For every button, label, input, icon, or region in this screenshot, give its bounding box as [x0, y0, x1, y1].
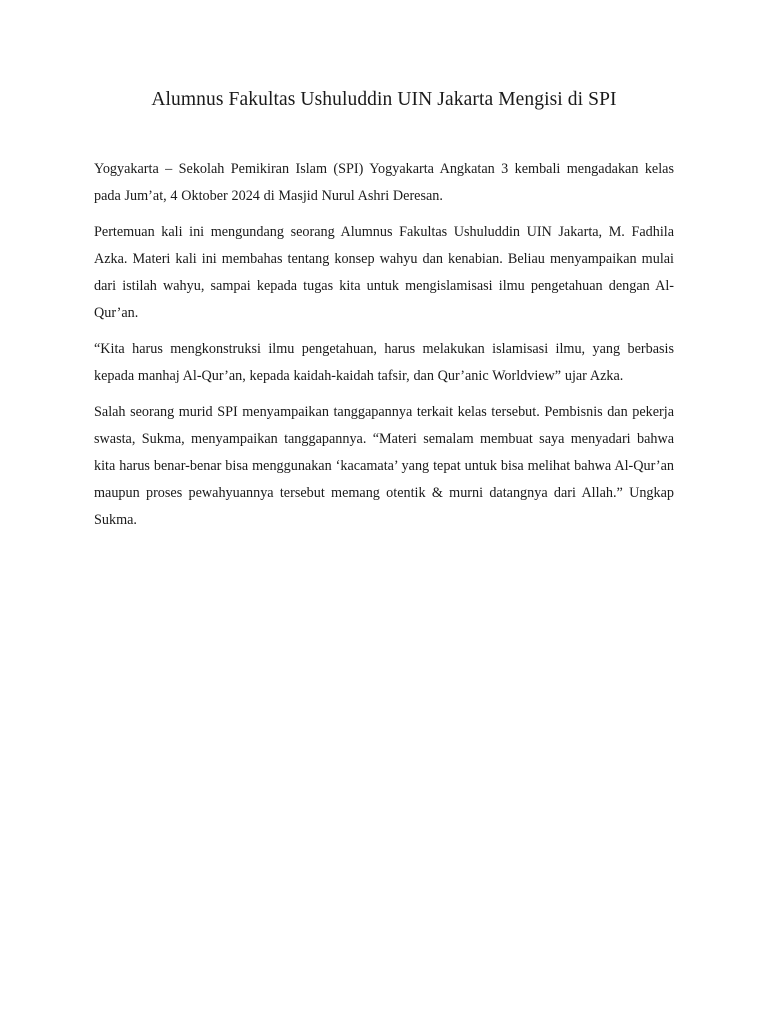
paragraph-response: Salah seorang murid SPI menyampaikan tanggapannya terkait kelas tersebut. Pembisnis dan pekerja swasta, Sukma, menyampaikan tanggapannya. “Materi semalam membuat saya menyadari bahwa kita harus benar-benar bisa menggunakan ‘kacamata’ yang tepat untuk bisa melihat bahwa Al-Qur’an maupun proses pewahyuannya tersebut memang otentik & murni datangnya dari Allah.” Ungkap Sukma. — [94, 404, 674, 528]
document-title: Alumnus Fakultas Ushuluddin UIN Jakarta Mengisi di SPI — [151, 89, 617, 110]
paragraph-speaker: Pertemuan kali ini mengundang seorang Alumnus Fakultas Ushuluddin UIN Jakarta, M. Fadhila Azka. Materi kali ini membahas tentang konsep wahyu dan kenabian. Beliau menyampaikan mulai dari istilah wahyu, sampai kepada tugas kita untuk mengislamisasi ilmu pengetahuan dengan Al-Qur’an. — [94, 224, 674, 321]
paragraph-intro: Yogyakarta – Sekolah Pemikiran Islam (SPI) Yogyakarta Angkatan 3 kembali mengadakan kelas pada Jum’at, 4 Oktober 2024 di Masjid Nurul Ashri Deresan. — [94, 161, 674, 204]
paragraph-quote: “Kita harus mengkonstruksi ilmu pengetahuan, harus melakukan islamisasi ilmu, yang berbasis kepada manhaj Al-Qur’an, kepada kaidah-kaidah tafsir, dan Qur’anic Worldview” ujar Azka. — [94, 341, 674, 384]
